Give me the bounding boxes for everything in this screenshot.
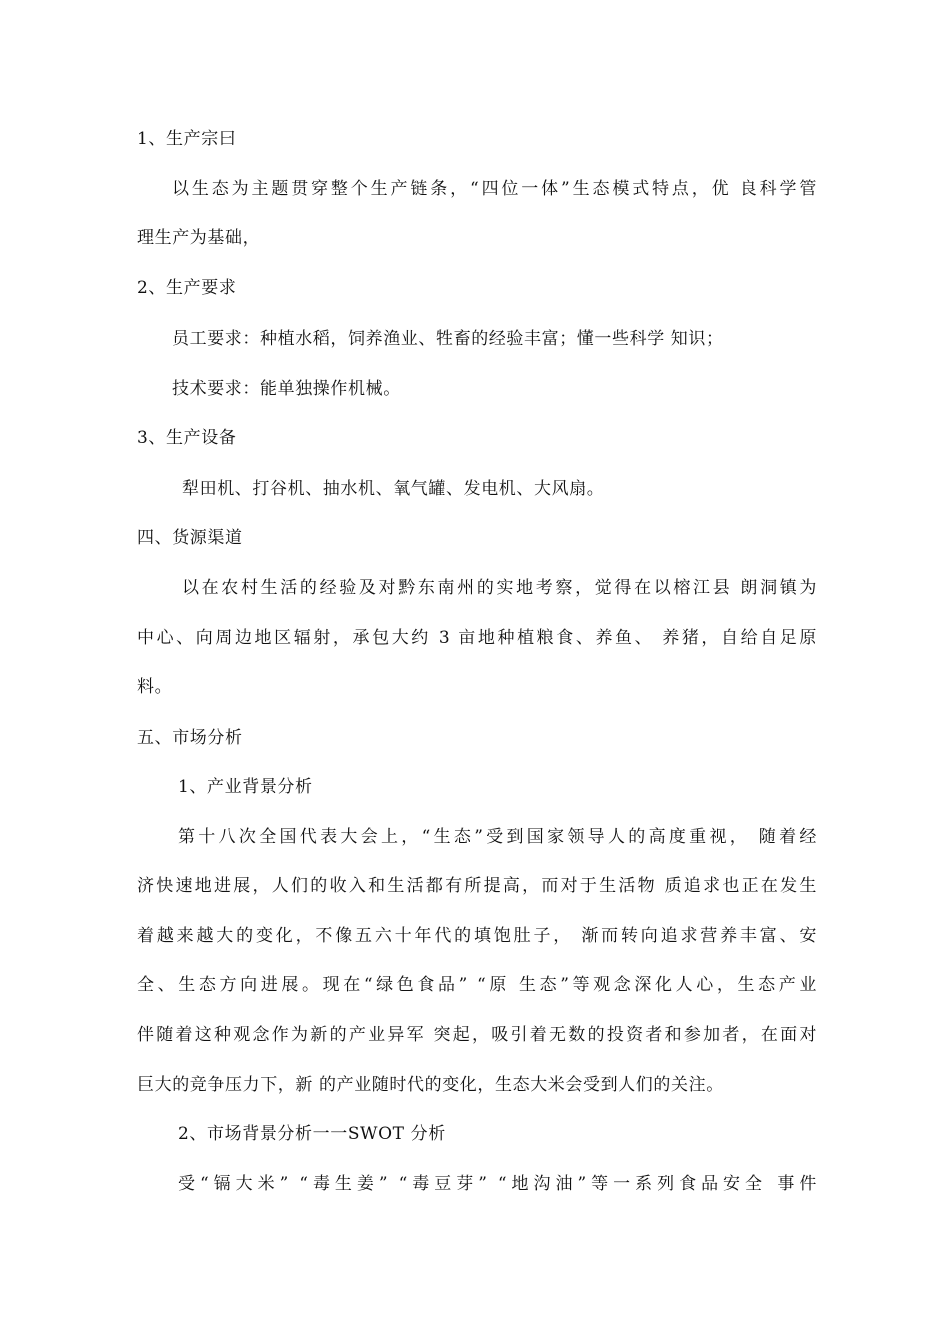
subsection-heading-swot: 2、市场背景分析一一SWOT 分析 bbox=[178, 1124, 446, 1144]
paragraph-line: 理生产为基础， bbox=[137, 228, 261, 248]
section-heading-supply-channels: 四、货源渠道 bbox=[137, 528, 243, 548]
subsection-heading-industry-background: 1、产业背景分析 bbox=[178, 777, 313, 797]
paragraph-line: 受“镉大米” “毒生姜” “毒豆芽” “地沟油”等一系列食品安全 事件 bbox=[178, 1174, 817, 1194]
paragraph-line: 料。 bbox=[137, 677, 173, 697]
paragraph-line: 犁田机、打谷机、抽水机、氧气罐、发电机、大风扇。 bbox=[182, 479, 605, 499]
paragraph-line: 员工要求：种植水稻，饲养渔业、牲畜的经验丰富；懂一些科学 知识； bbox=[172, 329, 724, 349]
section-heading-market-analysis: 五、市场分析 bbox=[137, 728, 243, 748]
paragraph-line: 伴随着这种观念作为新的产业异军 突起，吸引着无数的投资者和参加者，在面对 bbox=[137, 1025, 817, 1045]
paragraph-line: 技术要求：能单独操作机械。 bbox=[172, 379, 401, 399]
section-heading-production-purpose: 1、生产宗曰 bbox=[137, 129, 237, 149]
paragraph-line: 巨大的竞争压力下，新 的产业随时代的变化，生态大米会受到人们的关注。 bbox=[137, 1075, 724, 1095]
paragraph-line: 以在农村生活的经验及对黔东南州的实地考察，觉得在以榕江县 朗洞镇为 bbox=[182, 578, 817, 598]
section-heading-production-requirements: 2、生产要求 bbox=[137, 278, 237, 298]
paragraph-line: 第十八次全国代表大会上，“生态”受到国家领导人的高度重视， 随着经 bbox=[178, 827, 817, 847]
paragraph-line: 全、生态方向进展。现在“绿色食品” “原 生态”等观念深化人心，生态产业 bbox=[137, 975, 817, 995]
paragraph-line: 以生态为主题贯穿整个生产链条，“四位一体”生态模式特点，优 良科学管 bbox=[172, 179, 817, 199]
section-heading-production-equipment: 3、生产设备 bbox=[137, 428, 237, 448]
paragraph-line: 着越来越大的变化，不像五六十年代的填饱肚子， 渐而转向追求营养丰富、安 bbox=[137, 926, 817, 946]
paragraph-line: 中心、向周边地区辐射，承包大约 3 亩地种植粮食、养鱼、 养猪，自给自足原 bbox=[137, 628, 817, 648]
paragraph-line: 济快速地进展，人们的收入和生活都有所提高，而对于生活物 质追求也正在发生 bbox=[137, 876, 817, 896]
